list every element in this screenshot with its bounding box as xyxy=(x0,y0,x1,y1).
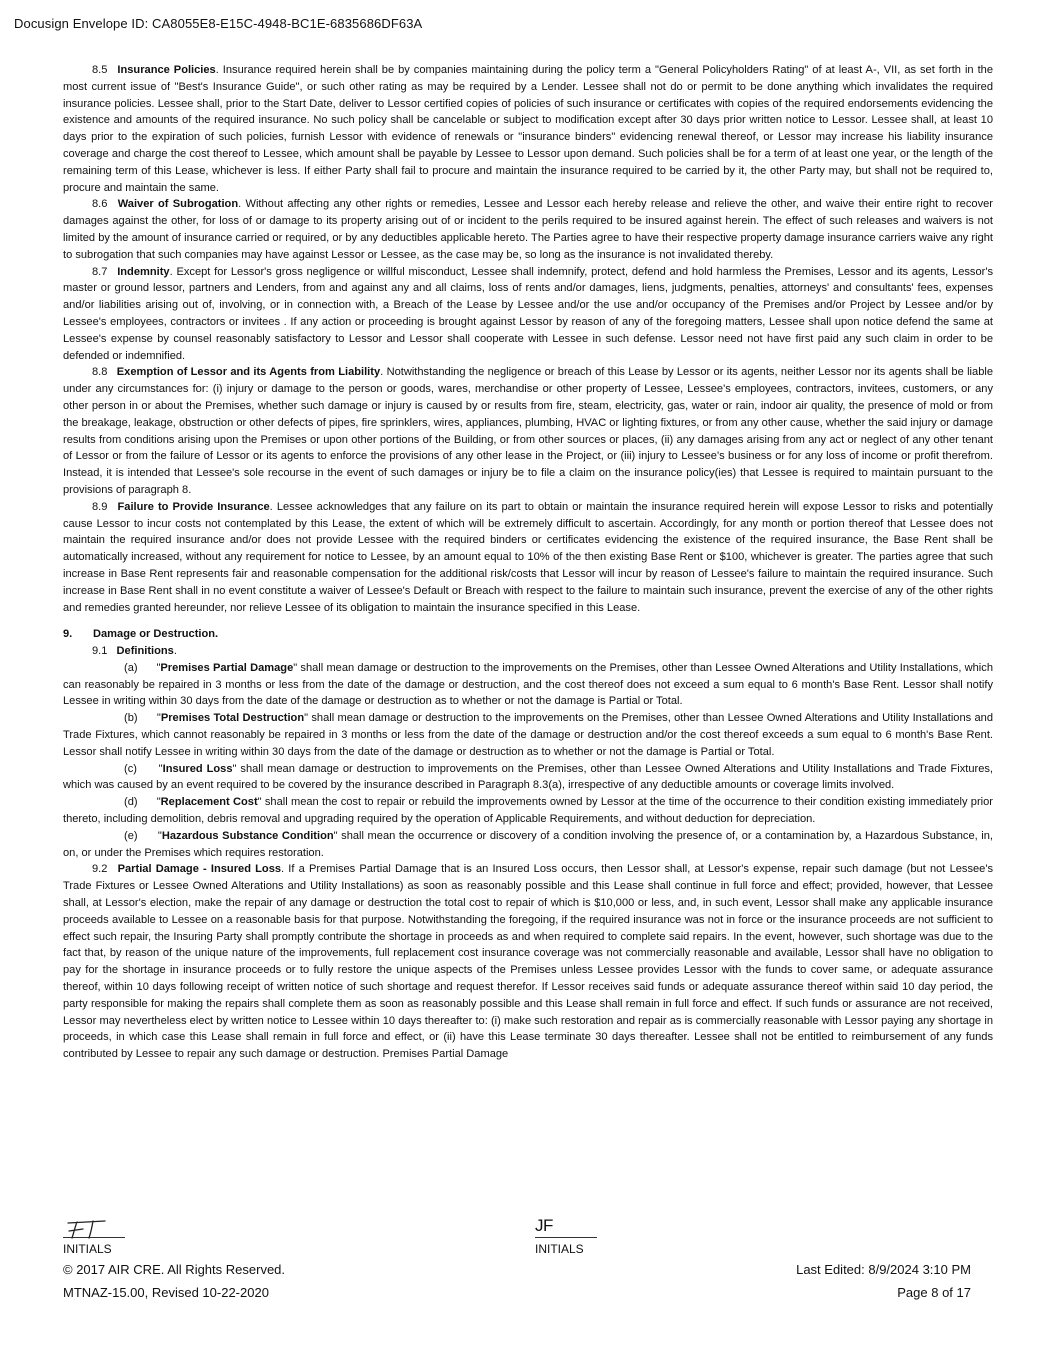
page-number: Page 8 of 17 xyxy=(897,1285,971,1300)
lessor-initials-block xyxy=(63,1213,125,1256)
section-title: Exemption of Lessor and its Agents from Liability xyxy=(116,366,381,379)
document-body xyxy=(63,62,993,1063)
definition-text: " shall mean damage or destruction to the improvements on the Premises, other than Lessee Owned Alterations and Utility Installations and Trade Fixtures, which cannot reasonably be repaired in 3 months or less from the date of the damage or destruction and/or the cost thereof exceeds a sum equal to 6 month's Base Rent. Lessor shall notify Lessee in writing within 30 days from the date of the damage or destruction as to whether or not the damage is Partial or Total. xyxy=(63,712,994,758)
section-title: Damage or Destruction. xyxy=(93,628,219,641)
definition-label: (b) xyxy=(124,712,138,725)
paragraph-9-1 xyxy=(63,643,993,660)
definition-text: " shall mean damage or destruction to the improvements on the Premises, other than Lessee Owned Alterations and Utility Installations, which can reasonably be repaired in 3 months or less from the date of the damage or destruction, and the cost thereof does not exceed a sum equal to 6 month's Base Rent. Lessor shall notify Lessee in writing within 30 days from the date of the damage or destruction as to whether or not the damage is Partial or Total. xyxy=(63,661,993,708)
form-id: MTNAZ-15.00, Revised 10-22-2020 xyxy=(63,1285,269,1300)
initials-label: INITIALS xyxy=(63,1242,112,1256)
definition-open-quote: " xyxy=(156,661,161,674)
initials-label: INITIALS xyxy=(535,1242,584,1256)
section-number: 9. xyxy=(63,628,73,641)
section-number: 9.2 xyxy=(92,863,108,876)
initials-value: JF xyxy=(535,1216,553,1235)
definition-open-quote: " xyxy=(157,829,162,842)
lessee-initials-block xyxy=(535,1213,597,1256)
definition-d xyxy=(63,794,993,828)
definition-open-quote: " xyxy=(156,712,161,725)
section-title: Indemnity xyxy=(117,265,170,278)
definition-term: Hazardous Substance Condition xyxy=(161,829,334,842)
definition-label: (c) xyxy=(124,762,137,775)
definition-label: (e) xyxy=(124,829,138,842)
definition-text: " shall mean the cost to repair or rebuild the improvements owned by Lessor at the time of the occurrence to their condition existing immediately prior thereto, including demolition, debris removal and upgrading required by the operation of Applicable Requirements, and without deduction for depreciation. xyxy=(63,796,993,826)
definition-label: (a) xyxy=(124,661,138,674)
definition-open-quote: " xyxy=(156,796,161,809)
paragraph-9-2 xyxy=(63,861,993,1063)
definition-text: " shall mean damage or destruction to improvements on the Premises, other than Lessee Owned Alterations and Utility Installations and Trade Fixtures, which was caused by an event required to be covered by the insurance described in Paragraph 8.3(a), irrespective of any deductible amounts or coverage limits involved. xyxy=(63,762,994,792)
section-title: Definitions xyxy=(116,645,174,658)
paragraph-8-8 xyxy=(63,364,993,498)
section-number: 8.6 xyxy=(92,198,108,211)
definition-a xyxy=(63,660,993,710)
section-text: . Insurance required herein shall be by companies maintaining during the policy term a "General Policyholders Rating" of at least A-, VII, as set forth in the most current issue of "Best's Insurance Guide", or such other rating as may be required by a Lender. Lessee shall not do or permit to be done anything which invalidates the required insurance policies. Lessee shall, prior to the Start Date, deliver to Lessor certified copies of policies of such insurance or certificates with copies of the required endorsements evidencing the existence and amounts of the required insurance. No such policy shall be cancelable or subject to modification except after 30 days prior written notice to Lessor. Lessee shall, at least 10 days prior to the expiration of such policies, furnish Lessor with evidence of renewals or "insurance binders" evidencing renewal thereof, or Lessor may increase his liability insurance coverage and charge the cost thereof to Lessee, which amount shall be payable by Lessee to Lessor upon demand. Such policies shall be for a term of at least one year, or the length of the remaining term of this Lease, whichever is less. If either Party shall fail to procure and maintain the insurance required to be carried by it, the other Party may, but shall not be required to, procure and maintain the same. xyxy=(63,64,993,194)
definition-e xyxy=(63,828,993,862)
section-number: 8.5 xyxy=(92,64,108,76)
copyright-text: © 2017 AIR CRE. All Rights Reserved. xyxy=(63,1262,286,1277)
section-9-heading xyxy=(63,626,993,643)
last-edited: Last Edited: 8/9/2024 3:10 PM xyxy=(796,1262,971,1277)
section-title: Insurance Policies xyxy=(117,64,216,76)
section-dot: . xyxy=(173,645,177,658)
definition-term: Premises Total Destruction xyxy=(160,712,305,725)
paragraph-8-5 xyxy=(63,62,993,196)
section-title: Failure to Provide Insurance xyxy=(117,500,270,513)
section-text: . Without affecting any other rights or remedies, Lessee and Lessor each hereby release and relieve the other, and waive their entire right to recover damages against the other, for loss of or damage to its property arising out of or incident to the perils required to be insured against herein. The effect of such releases and waivers is not limited by the amount of insurance carried or required, or by any deductibles applicable hereto. The Parties agree to have their respective property damage insurance carriers waive any right to subrogation that such companies may have against Lessor or Lessee, as the case may be, so long as the insurance is not invalidated thereby. xyxy=(63,198,993,261)
definition-term: Insured Loss xyxy=(162,762,233,775)
definition-text: " shall mean the occurrence or discovery of a condition involving the presence of, or a contamination by, a Hazardous Substance, in, on, or under the Premises which requires restoration. xyxy=(63,829,993,859)
paragraph-8-9 xyxy=(63,499,993,617)
definition-b xyxy=(63,710,993,760)
definition-c xyxy=(63,761,993,795)
section-text: . If a Premises Partial Damage that is an Insured Loss occurs, then Lessor shall, at Lessor's expense, repair such damage (but not Lessee's Trade Fixtures or Lessee Owned Alterations and Utility Installations) as soon as reasonably possible and this Lease shall continue in full force and effect; provided, however, that Lessee shall, at Lessor's election, make the repair of any damage or destruction the total cost to repair of which is $10,000 or less, and, in such event, Lessor shall make any applicable insurance proceeds available to Lessee on a reasonable basis for that purpose. Notwithstanding the foregoing, if the required insurance was not in force or the insurance proceeds are not sufficient to effect such repair, the Insuring Party shall promptly contribute the shortage in proceeds as and when required to complete said repairs. In the event, however, such shortage was due to the fact that, by reason of the unique nature of the improvements, full replacement cost insurance coverage was not commercially reasonable and available, Lessor shall have no obligation to pay for the shortage in insurance proceeds or to fully restore the unique aspects of the Premises unless Lessee provides Lessor with the funds to cover same, or adequate assurance thereof, within 10 days following receipt of written notice of such shortage and request therefor. If Lessor receives said funds or adequate assurance thereof within said 10 day period, the party responsible for making the repairs shall complete them as soon as reasonably possible and this Lease shall remain in full force and effect. If such funds or assurance are not received, Lessor may nevertheless elect by written notice to Lessee within 10 days thereafter to: (i) make such restoration and repair as is commercially reasonable with Lessor paying any shortage in proceeds, in which case this Lease shall remain in full force and effect, or (ii) have this Lease terminate 30 days thereafter. Lessee shall not be entitled to reimbursement of any funds contributed by Lessee to repair any such damage or destruction. Premises Partial Damage xyxy=(63,863,994,1061)
initials-line xyxy=(535,1213,597,1238)
handwritten-initials-signature xyxy=(65,1217,109,1239)
definition-term: Replacement Cost xyxy=(160,796,258,809)
section-title: Partial Damage - Insured Loss xyxy=(117,863,282,876)
section-text: . Lessee acknowledges that any failure on its part to obtain or maintain the insurance required herein will expose Lessor to risks and potentially cause Lessor to incur costs not contemplated by this Lease, the extent of which will be extremely difficult to ascertain. Accordingly, for any month or portion thereof that Lessee does not maintain the required insurance and/or does not provide Lessee with the required binders or certificates evidencing the existence of the required insurance, the Base Rent shall be automatically increased, without any requirement for notice to Lessee, by an amount equal to 10% of the then existing Base Rent or $100, whichever is greater. The parties agree that such increase in Base Rent represents fair and reasonable compensation for the additional risk/costs that Lessor will incur by reason of Lessee's failure to maintain the required insurance. Such increase in Base Rent shall in no event constitute a waiver of Lessee's Default or Breach with respect to the failure to maintain such insurance, prevent the exercise of any of the other rights and remedies granted hereunder, nor relieve Lessee of its obligation to maintain the insurance specified in this Lease. xyxy=(63,500,993,614)
definition-term: Premises Partial Damage xyxy=(160,661,294,674)
section-text: . Notwithstanding the negligence or breach of this Lease by Lessor or its agents, neither Lessor nor its agents shall be liable under any circumstances for: (i) injury or damage to the person or goods, wares, merchandise or other property of Lessee, Lessee's employees, contractors, invitees, customers, or any other person in or about the Premises, whether such damage or injury is caused by or results from fire, steam, electricity, gas, water or rain, indoor air quality, the presence of mold or from the breakage, leakage, obstruction or other defects of pipes, fire sprinklers, wires, appliances, plumbing, HVAC or lighting fixtures, or from any other cause, whether the said injury or damage results from conditions arising upon the Premises or upon other portions of the Building, or from other sources or places, (ii) any damages arising from any act or neglect of any other tenant of Lessor or from the failure of Lessor or its agents to enforce the provisions of any other lease in the Project, or (iii) injury to Lessee's business or for any loss of income or profit therefrom. Instead, it is intended that Lessee's sole recourse in the event of such damages or injury be to file a claim on the insurance policy(ies) that Lessee is required to maintain pursuant to the provisions of paragraph 8. xyxy=(63,366,993,496)
section-number: 8.9 xyxy=(92,500,108,513)
section-number: 8.7 xyxy=(92,265,108,278)
envelope-id: Docusign Envelope ID: CA8055E8-E15C-4948-BC1E-6835686DF63A xyxy=(14,16,423,31)
initials-line xyxy=(63,1213,125,1238)
section-title: Waiver of Subrogation xyxy=(117,198,239,211)
paragraph-8-7 xyxy=(63,264,993,365)
definition-open-quote: " xyxy=(158,762,163,775)
paragraph-8-6 xyxy=(63,196,993,263)
section-text: . Except for Lessor's gross negligence or willful misconduct, Lessee shall indemnify, protect, defend and hold harmless the Premises, Lessor and its agents, Lessor's master or ground lessor, partners and Lenders, from and against any and all claims, loss of rents and/or damages, liens, judgments, penalties, attorneys' and consultants' fees, expenses and/or liabilities arising out of, involving, or in connection with, a Breach of the Lease by Lessee and/or the use and/or occupancy of the Premises and/or Project by Lessee and/or by Lessee's employees, contractors or invitees . If any action or proceeding is brought against Lessor by reason of any of the foregoing matters, Lessee shall upon notice defend the same at Lessee's expense by counsel reasonably satisfactory to Lessor and Lessor shall cooperate with Lessee in such defense. Lessor need not have first paid any such claim in order to be defended or indemnified. xyxy=(63,265,993,362)
section-number: 8.8 xyxy=(92,366,108,379)
section-number: 9.1 xyxy=(92,645,108,658)
definition-label: (d) xyxy=(124,796,138,809)
